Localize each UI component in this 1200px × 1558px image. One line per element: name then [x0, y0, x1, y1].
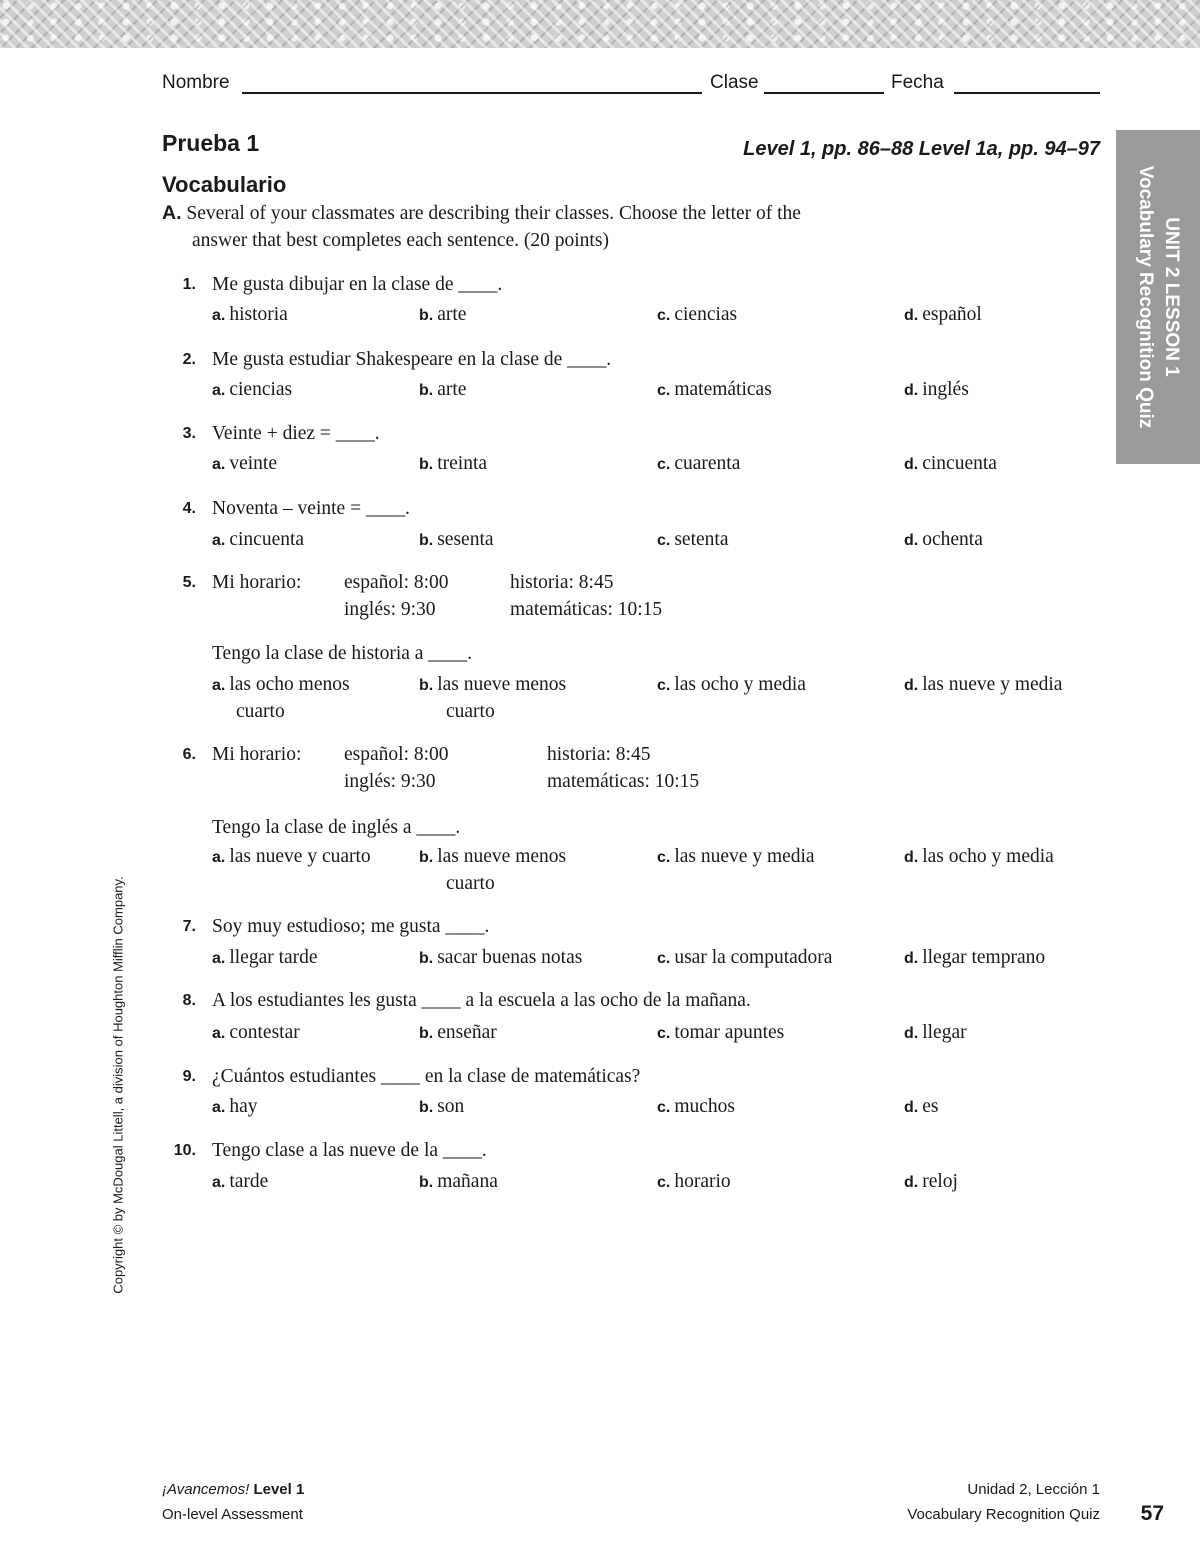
option-a-cont: cuarto: [236, 701, 285, 722]
option-d[interactable]: d. las ocho y media: [904, 846, 1054, 867]
question-number: 10.: [173, 1142, 196, 1159]
option-a[interactable]: a. llegar tarde: [212, 947, 318, 968]
schedule-entry: matemáticas: 10:15: [510, 599, 663, 620]
question-stem: Me gusta dibujar en la clase de ____.: [212, 274, 503, 295]
option-c[interactable]: c. las ocho y media: [657, 674, 806, 695]
question-stem: Veinte + diez = ____.: [212, 423, 380, 444]
option-d[interactable]: d. ochenta: [904, 529, 983, 550]
question-stem: Mi horario:: [212, 744, 302, 765]
option-b[interactable]: b. enseñar: [419, 1022, 497, 1043]
question-number: 5.: [182, 574, 196, 591]
unit-lesson-label: UNIT 2 LESSON 1: [1161, 217, 1182, 377]
clase-line: [764, 92, 884, 94]
schedule-entry: español: 8:00: [344, 744, 449, 765]
option-c[interactable]: c. muchos: [657, 1096, 736, 1117]
option-a[interactable]: a. las ocho menos: [212, 674, 350, 695]
option-b[interactable]: b. sacar buenas notas: [419, 947, 583, 968]
option-c[interactable]: c. horario: [657, 1171, 731, 1192]
option-b[interactable]: b. las nueve menos: [419, 674, 567, 695]
question-number: 7.: [182, 918, 196, 935]
schedule-entry: historia: 8:45: [547, 744, 651, 765]
option-d[interactable]: d. reloj: [904, 1171, 958, 1192]
level-reference: Level 1, pp. 86–88 Level 1a, pp. 94–97: [743, 138, 1100, 160]
option-b-cont: cuarto: [446, 701, 495, 722]
option-c[interactable]: c. tomar apuntes: [657, 1022, 785, 1043]
option-a[interactable]: a. veinte: [212, 453, 277, 474]
option-a[interactable]: a. tarde: [212, 1171, 269, 1192]
instructions-line-1: Several of your classmates are describing their classes. Choose the letter of the: [186, 203, 801, 224]
option-a[interactable]: a. cincuenta: [212, 529, 305, 550]
schedule-entry: matemáticas: 10:15: [547, 771, 700, 792]
instructions: [162, 200, 962, 254]
page-number: 57: [1140, 1502, 1164, 1525]
question-number: 4.: [182, 500, 196, 517]
schedule-entry: inglés: 9:30: [344, 599, 436, 620]
option-c[interactable]: c. las nueve y media: [657, 846, 815, 867]
question-stem: A los estudiantes les gusta ____ a la escuela a las ocho de la mañana.: [212, 990, 751, 1011]
question-stem: Soy muy estudioso; me gusta ____.: [212, 916, 490, 937]
question-number: 6.: [182, 746, 196, 763]
fecha-label: Fecha: [891, 72, 944, 93]
section-title: Vocabulario: [162, 172, 287, 197]
option-b[interactable]: b. arte: [419, 304, 467, 325]
option-c[interactable]: c. cuarenta: [657, 453, 741, 474]
option-c[interactable]: c. matemáticas: [657, 379, 772, 400]
question-number: 8.: [182, 992, 196, 1009]
question-stem: Noventa – veinte = ____.: [212, 498, 410, 519]
question-number: 9.: [182, 1068, 196, 1085]
nombre-label: Nombre: [162, 72, 230, 93]
option-d[interactable]: d. llegar: [904, 1022, 967, 1043]
copyright-notice: Copyright © by McDougal Littell, a division of Houghton Mifflin Company.: [110, 876, 126, 1294]
quiz-title: Prueba 1: [162, 130, 260, 156]
fecha-line: [954, 92, 1100, 94]
schedule-entry: inglés: 9:30: [344, 771, 436, 792]
quiz-type-label: Vocabulary Recognition Quiz: [1135, 165, 1156, 429]
part-label: A.: [162, 202, 182, 224]
footer-assessment-type: On-level Assessment: [162, 1506, 303, 1523]
question-number: 2.: [182, 351, 196, 368]
option-d[interactable]: d. español: [904, 304, 982, 325]
option-a[interactable]: a. hay: [212, 1096, 258, 1117]
option-b[interactable]: b. sesenta: [419, 529, 494, 550]
option-c[interactable]: c. setenta: [657, 529, 729, 550]
question-stem-2: Tengo la clase de historia a ____.: [212, 643, 473, 664]
option-b-cont: cuarto: [446, 873, 495, 894]
option-b[interactable]: b. arte: [419, 379, 467, 400]
book-name: ¡Avancemos!: [162, 1481, 250, 1498]
option-d[interactable]: d. inglés: [904, 379, 969, 400]
question-number: 1.: [182, 276, 196, 293]
footer-unit-lesson: Unidad 2, Lección 1: [967, 1481, 1100, 1498]
schedule-entry: español: 8:00: [344, 572, 449, 593]
option-a[interactable]: a. las nueve y cuarto: [212, 846, 371, 867]
instructions-line-2: answer that best completes each sentence. (20 points): [192, 230, 609, 251]
option-c[interactable]: c. usar la computadora: [657, 947, 833, 968]
question-stem: Mi horario:: [212, 572, 302, 593]
unit-lesson-tab: [1116, 130, 1200, 464]
option-b[interactable]: b. las nueve menos: [419, 846, 567, 867]
footer-book-title: [162, 1481, 304, 1498]
option-c[interactable]: c. ciencias: [657, 304, 738, 325]
nombre-line: [242, 92, 702, 94]
option-d[interactable]: d. llegar temprano: [904, 947, 1046, 968]
option-d[interactable]: d. cincuenta: [904, 453, 997, 474]
decorative-top-border: [0, 0, 1200, 48]
option-a[interactable]: a. historia: [212, 304, 288, 325]
option-d[interactable]: d. las nueve y media: [904, 674, 1063, 695]
book-level: Level 1: [253, 1481, 305, 1498]
question-stem: Tengo clase a las nueve de la ____.: [212, 1140, 487, 1161]
option-b[interactable]: b. son: [419, 1096, 465, 1117]
footer-quiz-type: Vocabulary Recognition Quiz: [907, 1506, 1100, 1523]
question-number: 3.: [182, 425, 196, 442]
option-b[interactable]: b. mañana: [419, 1171, 498, 1192]
clase-label: Clase: [710, 72, 759, 93]
option-a[interactable]: a. ciencias: [212, 379, 293, 400]
student-info-row: [162, 70, 1100, 98]
option-b[interactable]: b. treinta: [419, 453, 488, 474]
question-stem: Me gusta estudiar Shakespeare en la clase de ____.: [212, 349, 612, 370]
question-stem: ¿Cuántos estudiantes ____ en la clase de matemáticas?: [212, 1066, 641, 1087]
option-d[interactable]: d. es: [904, 1096, 939, 1117]
question-stem-2: Tengo la clase de inglés a ____.: [212, 817, 461, 838]
option-a[interactable]: a. contestar: [212, 1022, 300, 1043]
schedule-entry: historia: 8:45: [510, 572, 614, 593]
